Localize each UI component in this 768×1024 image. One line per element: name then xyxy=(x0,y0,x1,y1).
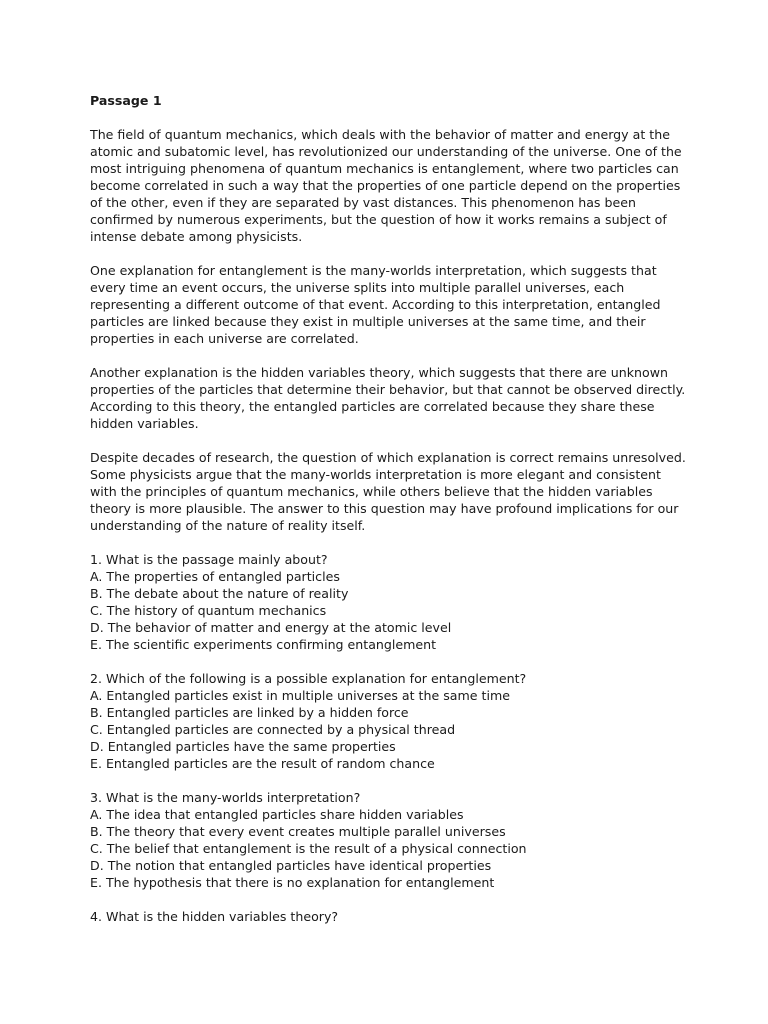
passage-title: Passage 1 xyxy=(90,93,162,108)
question-4 xyxy=(90,908,690,925)
answer-option: D. The notion that entangled particles have identical properties xyxy=(90,858,492,873)
answer-option: C. The history of quantum mechanics xyxy=(90,603,327,618)
paragraph: Another explanation is the hidden variables theory, which suggests that there are unknown properties of the particles that determine their behavior, but that cannot be observed directly. According to this theory, the entangled particles are correlated because they share these hidden variables. xyxy=(90,365,686,431)
answer-option: C. Entangled particles are connected by a physical thread xyxy=(90,722,456,737)
paragraph: One explanation for entanglement is the many-worlds interpretation, which suggests that every time an event occurs, the universe splits into multiple parallel universes, each representing a different outcome of that event. According to this interpretation, entangled particles are linked because they exist in multiple universes at the same time, and their properties in each universe are correlated. xyxy=(90,263,661,346)
answer-option: B. The debate about the nature of reality xyxy=(90,586,349,601)
answer-option: C. The belief that entanglement is the result of a physical connection xyxy=(90,841,527,856)
document-page xyxy=(90,92,690,942)
answer-option: E. Entangled particles are the result of random chance xyxy=(90,756,435,771)
question-1 xyxy=(90,551,690,653)
answer-option: B. Entangled particles are linked by a hidden force xyxy=(90,705,409,720)
answer-option: A. Entangled particles exist in multiple universes at the same time xyxy=(90,688,510,703)
question-text: 3. What is the many-worlds interpretation? xyxy=(90,790,361,805)
question-text: 2. Which of the following is a possible explanation for entanglement? xyxy=(90,671,527,686)
answer-option: E. The hypothesis that there is no explanation for entanglement xyxy=(90,875,495,890)
answer-option: A. The properties of entangled particles xyxy=(90,569,340,584)
answer-option: E. The scientific experiments confirming entanglement xyxy=(90,637,437,652)
question-text: 4. What is the hidden variables theory? xyxy=(90,909,339,924)
question-2 xyxy=(90,670,690,772)
paragraph: The field of quantum mechanics, which deals with the behavior of matter and energy at the atomic and subatomic level, has revolutionized our understanding of the universe. One of the most intriguing phenomena of quantum mechanics is entanglement, where two particles can become correlated in such a way that the properties of one particle depend on the properties of the other, even if they are separated by vast distances. This phenomenon has been confirmed by numerous experiments, but the question of how it works remains a subject of intense debate among physicists. xyxy=(90,127,682,244)
answer-option: D. Entangled particles have the same properties xyxy=(90,739,396,754)
question-text: 1. What is the passage mainly about? xyxy=(90,552,328,567)
answer-option: A. The idea that entangled particles share hidden variables xyxy=(90,807,464,822)
paragraph: Despite decades of research, the question of which explanation is correct remains unresolved. Some physicists argue that the many-worlds interpretation is more elegant and consistent with the principles of quantum mechanics, while others believe that the hidden variables theory is more plausible. The answer to this question may have profound implications for our understanding of the nature of reality itself. xyxy=(90,450,686,533)
answer-option: B. The theory that every event creates multiple parallel universes xyxy=(90,824,506,839)
question-3 xyxy=(90,789,690,891)
answer-option: D. The behavior of matter and energy at the atomic level xyxy=(90,620,452,635)
